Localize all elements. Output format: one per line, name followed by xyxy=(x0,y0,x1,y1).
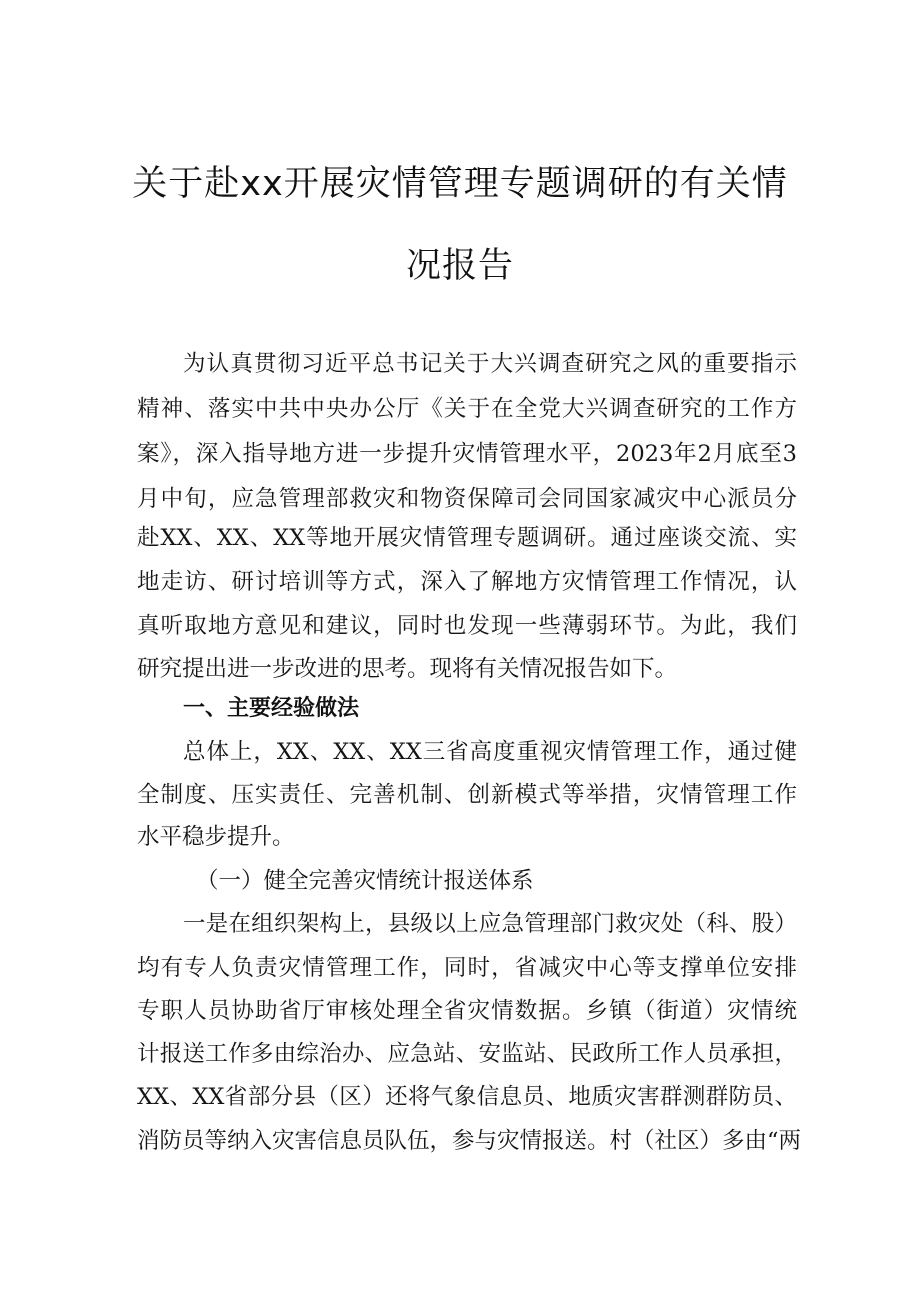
paragraph-line: 均有专人负责灾情管理工作，同时，省减灾中心等支撑单位安排 xyxy=(137,955,797,981)
paragraph-line: XX、XX省部分县（区）还将气象信息员、地质灾害群测群防员、 xyxy=(137,1084,797,1110)
document-title-line-1: 关于赴xx开展灾情管理专题调研的有关情 xyxy=(132,164,788,204)
paragraph-line: 总体上，XX、XX、XX三省高度重视灾情管理工作，通过健 xyxy=(183,739,797,765)
paragraph-line: 精神、落实中共中央办公厅《关于在全党大兴调查研究的工作方 xyxy=(137,396,797,422)
paragraph-line: 专职人员协助省厅审核处理全省灾情数据。乡镇（街道）灾情统 xyxy=(137,998,797,1024)
paragraph-line: 真听取地方意见和建议，同时也发现一些薄弱环节。为此，我们 xyxy=(137,613,797,639)
section-heading: 一、主要经验做法 xyxy=(183,696,360,721)
paragraph-line: 一是在组织架构上，县级以上应急管理部门救灾处（科、股） xyxy=(183,911,797,937)
paragraph-line: 消防员等纳入灾害信息员队伍，参与灾情报送。村（社区）多由“两 xyxy=(137,1128,802,1154)
document-title-line-2: 况报告 xyxy=(405,246,514,286)
paragraph-line: 全制度、压实责任、完善机制、创新模式等举措，灾情管理工作 xyxy=(137,782,797,808)
subsection-heading: （一）健全完善灾情统计报送体系 xyxy=(196,868,534,894)
paragraph-line: 计报送工作多由综治办、应急站、安监站、民政所工作人员承担， xyxy=(137,1041,797,1067)
paragraph-line: 地走访、研讨培训等方式，深入了解地方灾情管理工作情况，认 xyxy=(137,569,797,595)
paragraph-line: 案》，深入指导地方进一步提升灾情管理水平，2023年2月底至3 xyxy=(137,441,797,467)
paragraph-line: 赴XX、XX、XX等地开展灾情管理专题调研。通过座谈交流、实 xyxy=(137,525,797,551)
paragraph-line: 为认真贯彻习近平总书记关于大兴调查研究之风的重要指示 xyxy=(183,351,797,377)
paragraph-line: 研究提出进一步改进的思考。现将有关情况报告如下。 xyxy=(137,656,678,682)
paragraph-line: 月中旬，应急管理部救灾和物资保障司会同国家减灾中心派员分 xyxy=(137,486,797,512)
paragraph-line: 水平稳步提升。 xyxy=(137,824,295,850)
